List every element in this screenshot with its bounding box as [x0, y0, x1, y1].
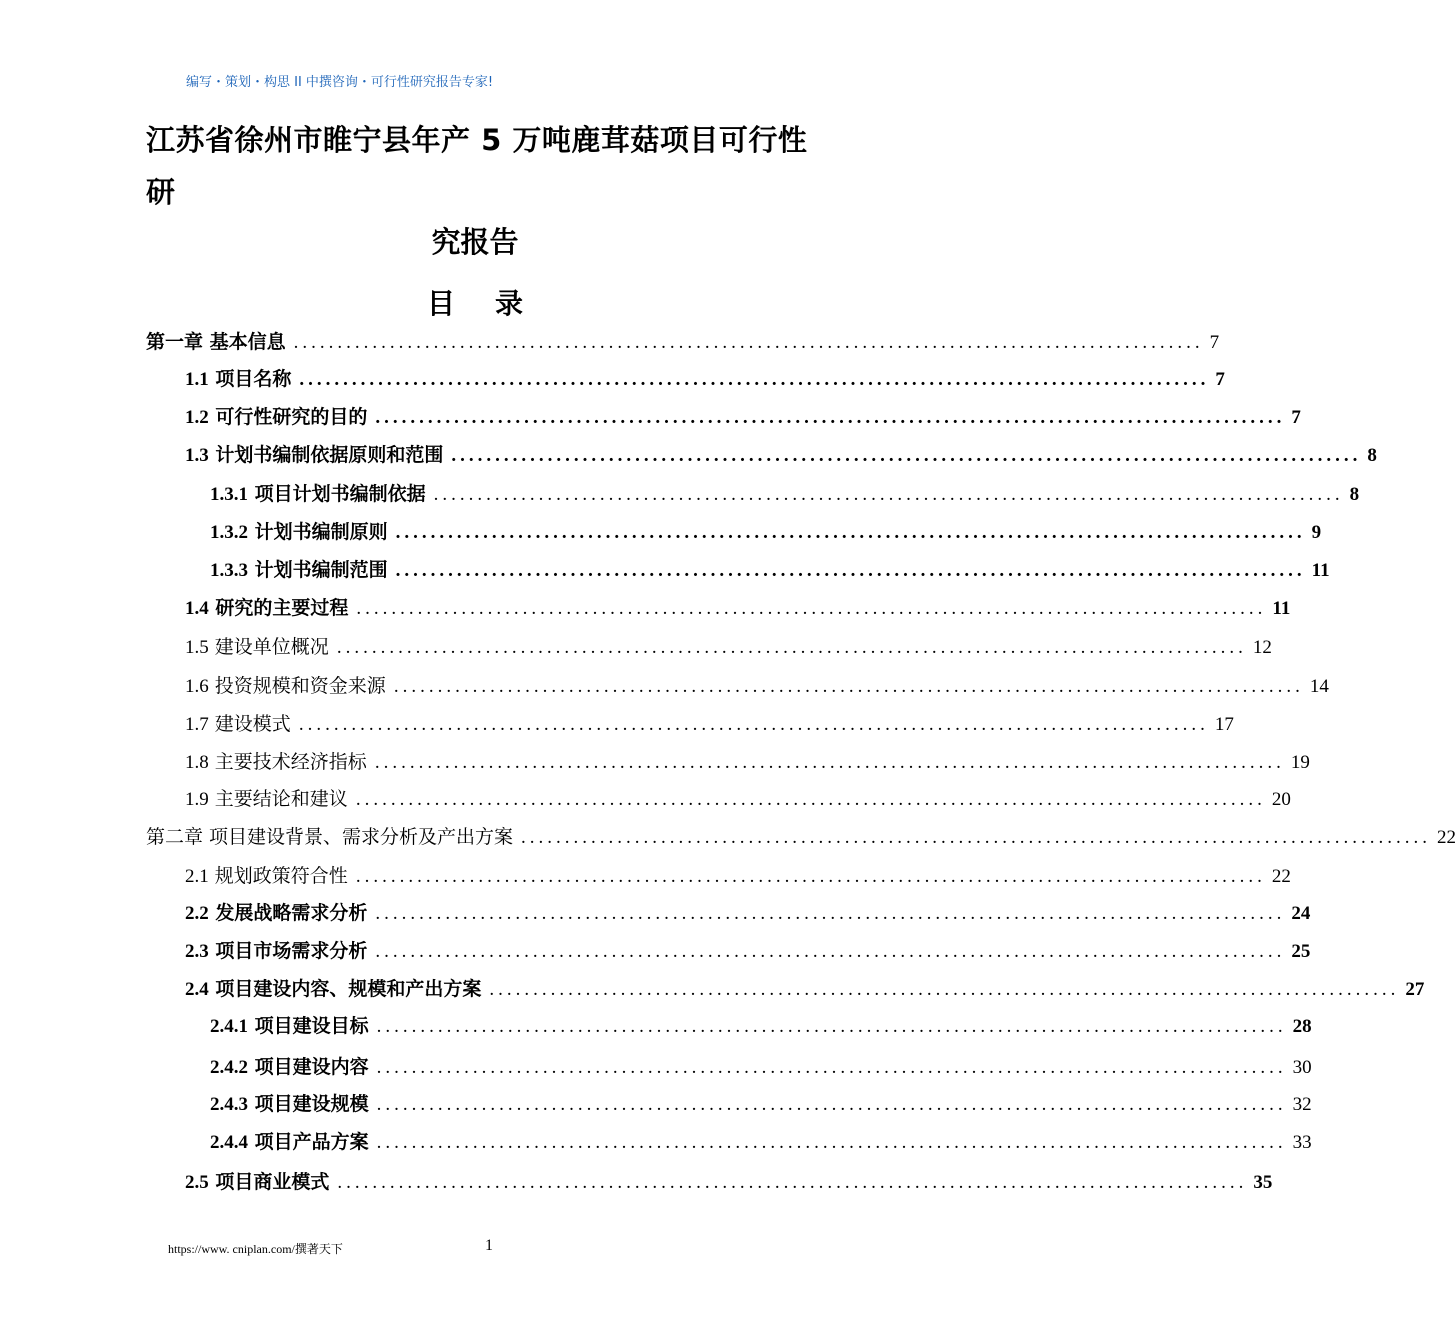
- toc-entry[interactable]: [210, 1052, 1312, 1082]
- header-tagline: 编写・策划・构思 II 中撰咨询・可行性研究报告专家!: [186, 75, 494, 90]
- toc-leader: ........................................................................................................: [376, 1016, 1287, 1037]
- toc-entry[interactable]: [210, 1089, 1312, 1119]
- toc-entry-label: 主要结论和建议: [214, 788, 348, 810]
- toc-entry-label: 投资规模和资金来源: [214, 675, 386, 697]
- toc-entry[interactable]: [185, 784, 1291, 814]
- toc-entry-page: 27: [1405, 979, 1425, 1000]
- toc-leader: ........................................................................................................: [375, 941, 1286, 962]
- toc-entry-number: 2.4.2: [210, 1057, 248, 1078]
- toc-entry-number: 2.4.4: [210, 1132, 248, 1153]
- toc-leader: ........................................................................................................: [489, 979, 1400, 1000]
- toc-entry-number: 1.3.1: [210, 484, 248, 505]
- toc-entry-label: 第一章 基本信息: [146, 331, 286, 353]
- toc-entry-label: 可行性研究的目的: [215, 406, 368, 428]
- toc-entry[interactable]: [210, 555, 1330, 585]
- toc-entry-page: 35: [1253, 1172, 1273, 1193]
- toc-entry-label: 项目产品方案: [254, 1131, 369, 1153]
- toc-entry-number: 2.5: [185, 1172, 209, 1193]
- toc-entry-label: 项目市场需求分析: [215, 940, 368, 962]
- toc-entry-number: 1.6: [185, 676, 209, 697]
- toc-entry-label: 项目建设内容、规模和产出方案: [215, 978, 482, 1000]
- toc-entry-number: 1.8: [185, 752, 209, 773]
- toc-entry[interactable]: [185, 593, 1291, 623]
- toc-entry[interactable]: [146, 327, 1220, 357]
- toc-entry-label: 主要技术经济指标: [214, 751, 367, 773]
- toc-entry[interactable]: [210, 1011, 1312, 1041]
- toc-leader: ........................................................................................................: [298, 714, 1209, 735]
- toc-entry-number: 1.3.2: [210, 522, 248, 543]
- toc-leader: ........................................................................................................: [395, 522, 1306, 543]
- toc-entry-number: 1.1: [185, 369, 209, 390]
- toc-entry-page: 8: [1349, 484, 1360, 505]
- toc-entry[interactable]: [185, 402, 1301, 432]
- toc-entry-number: 1.3.3: [210, 560, 248, 581]
- toc-entry-number: 1.5: [185, 637, 209, 658]
- toc-leader: ........................................................................................................: [293, 332, 1204, 353]
- toc-entry[interactable]: [210, 517, 1322, 547]
- toc-entry-page: 11: [1272, 598, 1291, 619]
- toc-entry-label: 计划书编制依据原则和范围: [215, 444, 444, 466]
- toc-leader: ........................................................................................................: [355, 789, 1266, 810]
- toc-entry-label: 项目计划书编制依据: [254, 483, 426, 505]
- toc-entry[interactable]: [185, 1167, 1273, 1197]
- toc-entry-label: 研究的主要过程: [215, 597, 349, 619]
- toc-entry-number: 1.4: [185, 598, 209, 619]
- toc-leader: ........................................................................................................: [356, 598, 1267, 619]
- toc-entry-label: 建设单位概况: [214, 636, 329, 658]
- toc-entry[interactable]: [185, 671, 1329, 701]
- toc-entry-page: 30: [1292, 1057, 1312, 1078]
- toc-leader: ........................................................................................................: [375, 903, 1286, 924]
- document-title-line1: 江苏省徐州市睢宁县年产 5 万吨鹿茸菇项目可行性: [146, 123, 808, 157]
- toc-entry-page: 25: [1291, 941, 1311, 962]
- toc-entry-number: 1.2: [185, 407, 209, 428]
- toc-entry[interactable]: [210, 1127, 1312, 1157]
- footer-url[interactable]: https://www. cniplan.com/撰著天下: [168, 1242, 343, 1256]
- toc-entry-number: 2.3: [185, 941, 209, 962]
- toc-entry[interactable]: [185, 936, 1311, 966]
- toc-entry[interactable]: [185, 861, 1291, 891]
- toc-entry-number: 2.1: [185, 866, 209, 887]
- toc-entry[interactable]: [185, 632, 1272, 662]
- toc-heading: 目录: [426, 287, 563, 320]
- toc-entry-page: 11: [1311, 560, 1330, 581]
- toc-entry-page: 19: [1290, 752, 1310, 773]
- toc-entry-page: 17: [1214, 714, 1234, 735]
- toc-entry-number: 1.9: [185, 789, 209, 810]
- toc-leader: ........................................................................................................: [374, 752, 1285, 773]
- toc-entry-label: 项目商业模式: [215, 1171, 330, 1193]
- toc-entry-label: 项目建设内容: [254, 1056, 369, 1078]
- toc-entry-label: 项目名称: [215, 368, 292, 390]
- toc-entry[interactable]: [185, 898, 1311, 928]
- toc-entry-number: 1.3: [185, 445, 209, 466]
- toc-entry[interactable]: [210, 479, 1360, 509]
- footer-page-number: 1: [485, 1237, 493, 1254]
- toc-entry-label: 规划政策符合性: [214, 865, 348, 887]
- toc-entry[interactable]: [185, 747, 1310, 777]
- toc-entry-page: 9: [1311, 522, 1322, 543]
- toc-leader: ........................................................................................................: [376, 1094, 1287, 1115]
- toc-leader: ........................................................................................................: [376, 1057, 1287, 1078]
- toc-leader: ........................................................................................................: [355, 866, 1266, 887]
- toc-entry-page: 12: [1252, 637, 1272, 658]
- toc-entry[interactable]: [185, 974, 1425, 1004]
- toc-entry-label: 项目建设目标: [254, 1015, 369, 1037]
- toc-entry-label: 第二章 项目建设背景、需求分析及产出方案: [146, 826, 514, 848]
- toc-entry-number: 2.2: [185, 903, 209, 924]
- toc-entry-page: 24: [1291, 903, 1311, 924]
- toc-leader: ........................................................................................................: [376, 1132, 1287, 1153]
- toc-entry-page: 32: [1292, 1094, 1312, 1115]
- toc-leader: ........................................................................................................: [451, 445, 1362, 466]
- toc-entry-label: 发展战略需求分析: [215, 902, 368, 924]
- toc-leader: ........................................................................................................: [375, 407, 1286, 428]
- toc-leader: ........................................................................................................: [393, 676, 1304, 697]
- toc-entry-page: 22: [1437, 827, 1456, 848]
- toc-leader: ........................................................................................................: [336, 637, 1247, 658]
- toc-leader: ........................................................................................................: [521, 827, 1432, 848]
- toc-entry-label: 计划书编制原则: [254, 521, 388, 543]
- toc-entry-label: 建设模式: [214, 713, 291, 735]
- document-title-line2: 研: [146, 175, 176, 209]
- toc-entry-number: 1.7: [185, 714, 209, 735]
- toc-entry-number: 2.4.3: [210, 1094, 248, 1115]
- toc-entry[interactable]: [185, 709, 1234, 739]
- toc-entry-number: 2.4.1: [210, 1016, 248, 1037]
- toc-leader: ........................................................................................................: [433, 484, 1344, 505]
- toc-entry-page: 8: [1367, 445, 1377, 466]
- document-title-line3: 究报告: [431, 225, 519, 259]
- toc-entry-page: 7: [1215, 369, 1225, 390]
- toc-entry-page: 33: [1292, 1132, 1312, 1153]
- toc-entry-page: 28: [1292, 1016, 1312, 1037]
- toc-leader: ........................................................................................................: [395, 560, 1306, 581]
- toc-entry-page: 14: [1309, 676, 1329, 697]
- toc-entry[interactable]: [185, 364, 1225, 394]
- toc-entry-number: 2.4: [185, 979, 209, 1000]
- toc-entry[interactable]: [185, 440, 1377, 470]
- toc-entry-page: 20: [1271, 789, 1291, 810]
- toc-leader: ........................................................................................................: [337, 1172, 1248, 1193]
- toc-entry-page: 7: [1209, 332, 1220, 353]
- toc-entry-label: 计划书编制范围: [254, 559, 388, 581]
- toc-entry-page: 22: [1271, 866, 1291, 887]
- toc-entry-page: 7: [1291, 407, 1301, 428]
- toc-entry-label: 项目建设规模: [254, 1093, 369, 1115]
- toc-leader: ........................................................................................................: [299, 369, 1210, 390]
- toc-entry[interactable]: [146, 822, 1456, 852]
